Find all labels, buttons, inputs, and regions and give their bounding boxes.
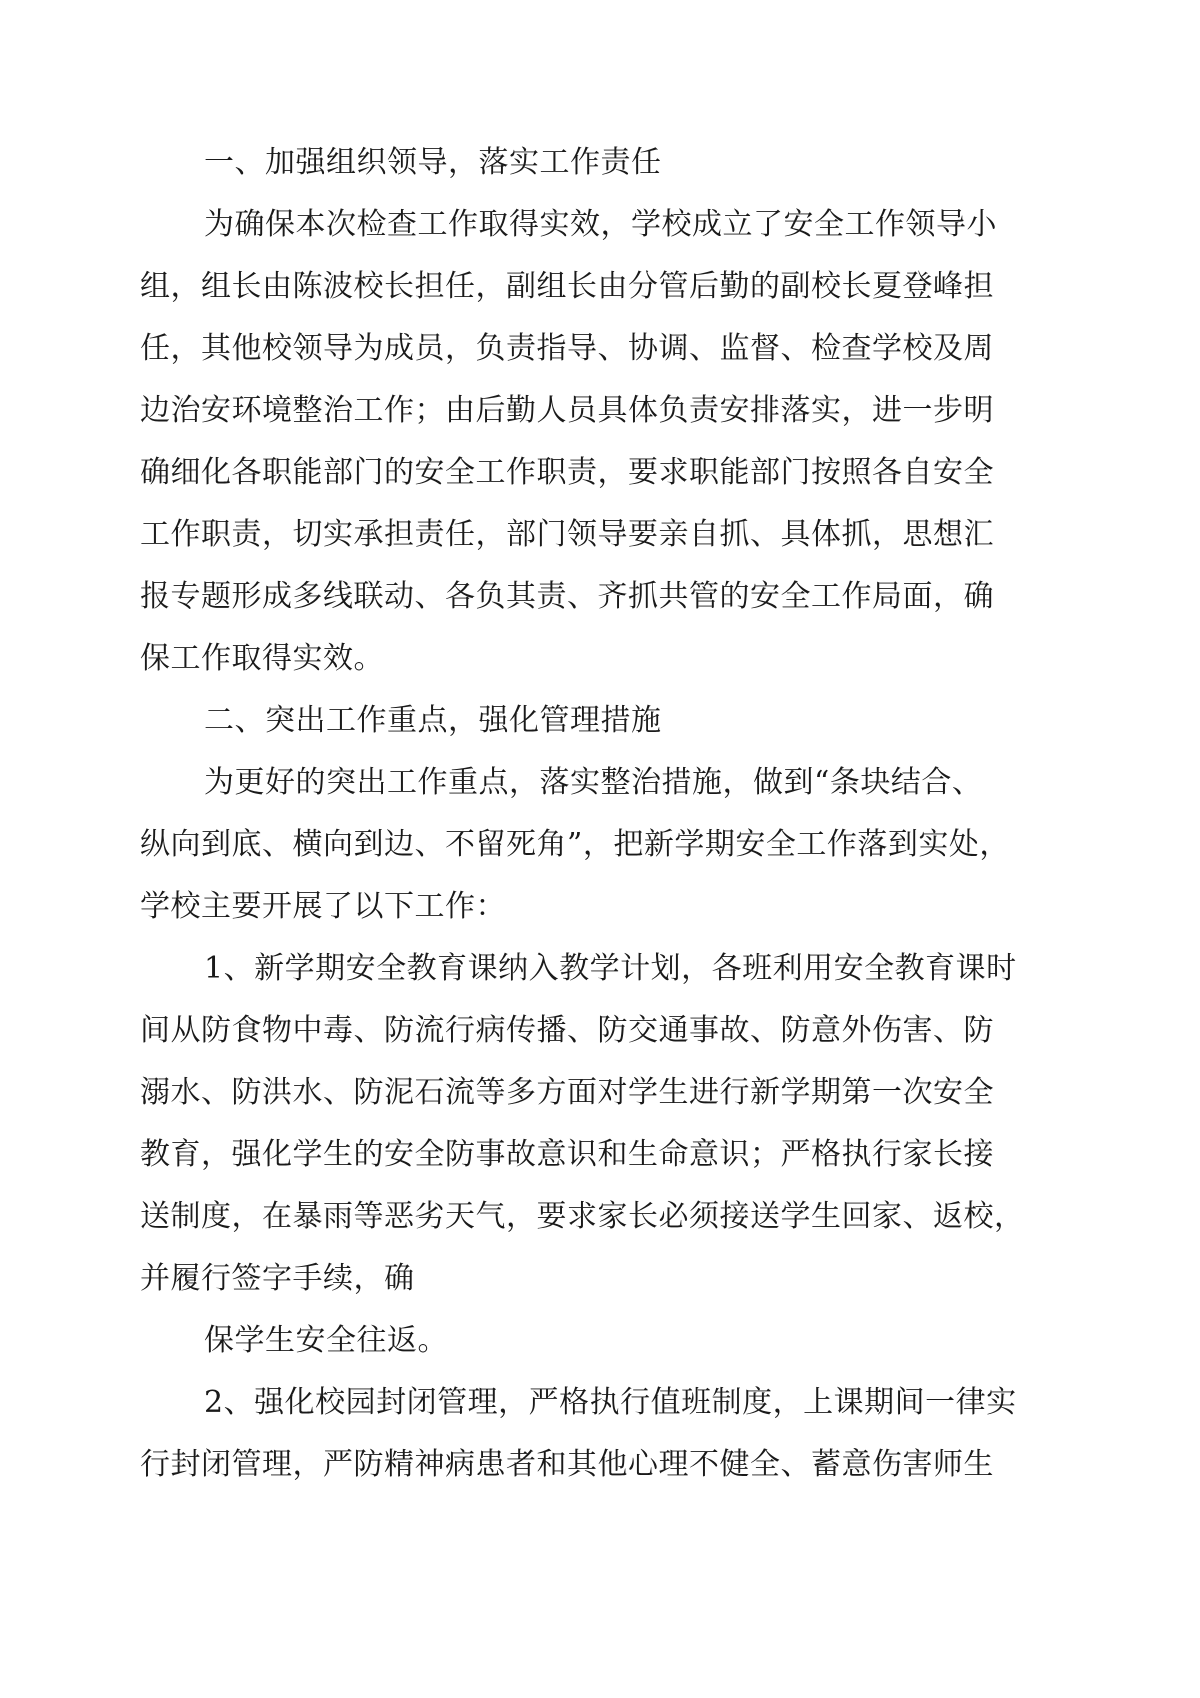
document-body	[140, 145, 1100, 1512]
paragraph-line: 间从防食物中毒、防流行病传播、防交通事故、防意外伤害、防	[140, 1013, 994, 1048]
list-item-2-line: 2、强化校园封闭管理，严格执行值班制度，上课期间一律实	[204, 1385, 1017, 1420]
section-heading-2: 二、突出工作重点，强化管理措施	[204, 703, 662, 738]
paragraph-line: 溺水、防洪水、防泥石流等多方面对学生进行新学期第一次安全	[140, 1075, 994, 1110]
paragraph-line: 任，其他校领导为成员，负责指导、协调、监督、检查学校及周	[140, 331, 994, 366]
paragraph-line: 为确保本次检查工作取得实效，学校成立了安全工作领导小	[204, 207, 997, 242]
paragraph-line: 组，组长由陈波校长担任，副组长由分管后勤的副校长夏登峰担	[140, 269, 994, 304]
paragraph-line: 学校主要开展了以下工作：	[140, 889, 506, 924]
section-heading-1: 一、加强组织领导，落实工作责任	[204, 145, 662, 180]
paragraph-line: 工作职责，切实承担责任，部门领导要亲自抓、具体抓，思想汇	[140, 517, 994, 552]
paragraph-line: 报专题形成多线联动、各负其责、齐抓共管的安全工作局面，确	[140, 579, 994, 614]
paragraph-line: 并履行签字手续，确	[140, 1261, 415, 1296]
list-item-1-line: 1、新学期安全教育课纳入教学计划，各班利用安全教育课时	[204, 951, 1017, 986]
paragraph-line: 保学生安全往返。	[204, 1323, 448, 1358]
paragraph-line: 边治安环境整治工作；由后勤人员具体负责安排落实，进一步明	[140, 393, 994, 428]
paragraph-line: 纵向到底、横向到边、不留死角”，把新学期安全工作落到实处，	[140, 827, 1010, 862]
paragraph-line: 送制度，在暴雨等恶劣天气，要求家长必须接送学生回家、返校，	[140, 1199, 1025, 1234]
paragraph-line: 教育，强化学生的安全防事故意识和生命意识；严格执行家长接	[140, 1137, 994, 1172]
paragraph-line: 行封闭管理，严防精神病患者和其他心理不健全、蓄意伤害师生	[140, 1447, 994, 1482]
paragraph-line: 保工作取得实效。	[140, 641, 384, 676]
paragraph-line: 确细化各职能部门的安全工作职责，要求职能部门按照各自安全	[140, 455, 994, 490]
paragraph-line: 为更好的突出工作重点，落实整治措施，做到“条块结合、	[204, 765, 983, 800]
